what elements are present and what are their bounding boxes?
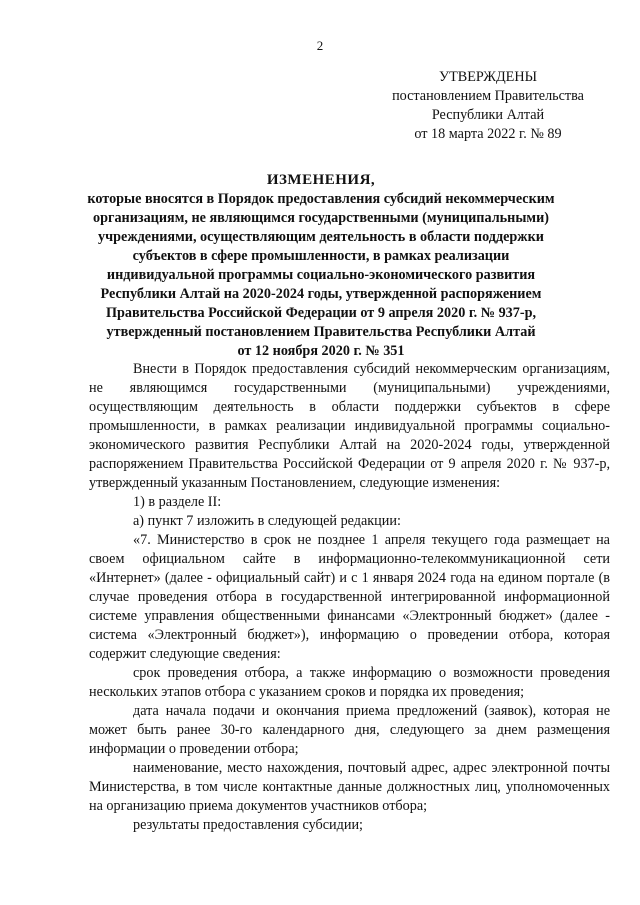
title-line: субъектов в сфере промышленности, в рамках реализации: [132, 248, 510, 264]
title-line: утвержденный постановлением Правительства Республики Алтай: [106, 324, 536, 340]
title-line: организациям, не являющимся государственными (муниципальными): [93, 210, 549, 226]
title-line: индивидуальной программы социально-экономического развития: [106, 267, 536, 283]
approved-date: от 18 марта 2022 г. № 89: [414, 126, 562, 142]
page-number: 2: [316, 38, 324, 53]
paragraph-subitem: а) пункт 7 изложить в следующей редакции:: [133, 513, 401, 529]
title-line: Республики Алтай на 2020-2024 годы, утвержденной распоряжением: [100, 286, 542, 302]
paragraph-list-item: дата начала подачи и окончания приема предложений (заявок), которая не может быть ранее 30-го календарного дня, следующего за днем размещения информации о проведении отбора;: [89, 703, 610, 757]
title-line: которые вносятся в Порядок предоставления субсидий некоммерческим: [87, 191, 555, 207]
paragraph-intro: Внести в Порядок предоставления субсидий некоммерческим организациям, не являющимся государственными (муниципальными) учреждениями, осуществляющим деятельность в области поддержки субъектов в сфере промышленности, в рамках реализации индивидуальной программы социально-экономического развития Республики Алтай на 2020-2024 годы, утвержденной распоряжением Правительства Российской Федерации от 9 апреля 2020 г. № 937-р, утвержденный указанным Постановлением, следующие изменения:: [89, 361, 610, 491]
paragraph-list-item: срок проведения отбора, а также информацию о возможности проведения нескольких этапов отбора с указанием сроков и порядка их проведения;: [89, 665, 610, 700]
document-title: [86, 171, 556, 361]
paragraph-list-item: результаты предоставления субсидии;: [133, 817, 363, 833]
title-line: учреждениями, осуществляющим деятельность в области поддержки: [98, 229, 544, 245]
title-line: от 12 ноября 2020 г. № 351: [237, 343, 405, 359]
approval-stamp-block: [376, 68, 600, 144]
title-line: Правительства Российской Федерации от 9 апреля 2020 г. № 937-р,: [105, 305, 537, 321]
paragraph-clause-7: «7. Министерство в срок не позднее 1 апреля текущего года размещает на своем официальном сайте в информационно-телекоммуникационной сети «Интернет» (далее - официальный сайт) и с 1 января 2024 года на едином портале (в случае проведения отбора в государственной интегрированной информационной системе управления общественными финансами «Электронный бюджет» (далее - система «Электронный бюджет»), информацию о проведении отбора, которая содержит следующие сведения:: [89, 532, 610, 662]
approved-region: Республики Алтай: [431, 107, 545, 123]
document-body: [89, 360, 610, 835]
title-main: ИЗМЕНЕНИЯ,: [266, 172, 376, 188]
approved-by: постановлением Правительства: [392, 88, 584, 104]
paragraph-section: 1) в разделе II:: [133, 494, 222, 510]
approved-heading: УТВЕРЖДЕНЫ: [439, 69, 537, 85]
paragraph-list-item: наименование, место нахождения, почтовый адрес, адрес электронной почты Министерства, в том числе контактные данные должностных лиц, уполномоченных на организацию приема документов участников отбора;: [89, 760, 610, 814]
